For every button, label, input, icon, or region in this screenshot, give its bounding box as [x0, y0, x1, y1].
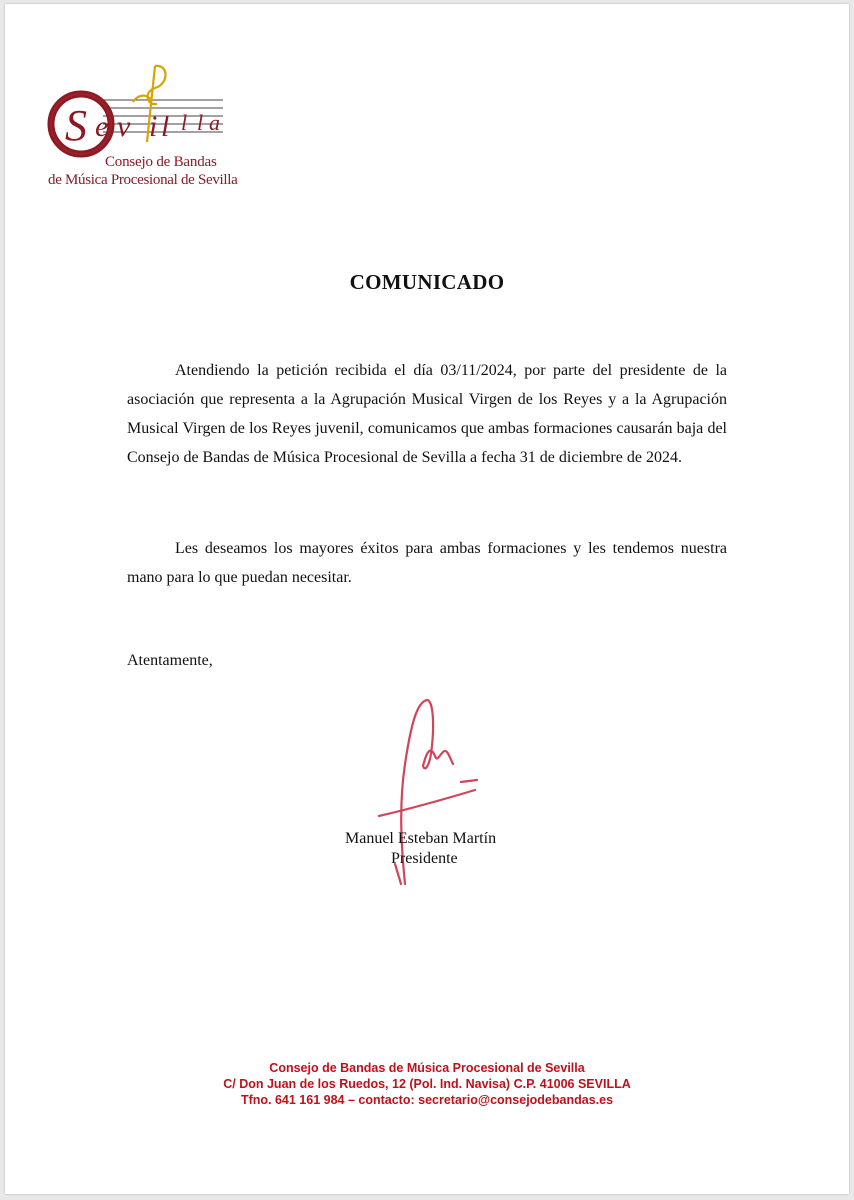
footer-address: C/ Don Juan de los Ruedos, 12 (Pol. Ind. Navisa) C.P. 41006 SEVILLA [223, 1077, 631, 1091]
svg-text:l: l [197, 110, 204, 135]
svg-text:i: i [149, 110, 158, 143]
body-paragraph-2-text: Les deseamos los mayores éxitos para ambas formaciones y les tendemos nuestra mano para lo que puedan necesitar. [127, 540, 727, 586]
body-paragraph-1 [127, 356, 727, 472]
footer-contact: Tfno. 641 161 984 – contacto: secretario@consejodebandas.es [240, 1093, 614, 1107]
organization-logo [43, 62, 238, 194]
logo-emblem [43, 62, 233, 158]
closing-salutation: Atentamente, [127, 652, 213, 669]
svg-text:l: l [181, 110, 188, 135]
svg-text:S: S [65, 101, 87, 150]
logo-text-line2: de Música Procesional de Sevilla [48, 172, 238, 188]
letterhead-footer [5, 1060, 849, 1108]
footer-organization: Consejo de Bandas de Música Procesional de Sevilla [269, 1061, 585, 1075]
letter-page [5, 4, 849, 1194]
svg-text:a: a [209, 110, 220, 135]
document-title: COMUNICADO [349, 270, 505, 294]
signatory-name: Manuel Esteban Martín [345, 830, 497, 847]
svg-text:v: v [117, 110, 131, 143]
logo-text-line1: Consejo de Bandas [105, 154, 217, 170]
svg-text:e: e [95, 110, 109, 143]
signatory-role: Presidente [391, 850, 458, 867]
body-paragraph-1-text: Atendiendo la petición recibida el día 03/11/2024, por parte del presidente de la asociación que representa a la Agrupación Musical Virgen de los Reyes y a la Agrupación Musical Virgen de los Reyes juvenil, comunicamos que ambas formaciones causarán baja del Consejo de Bandas de Música Procesional de Sevilla a fecha 31 de diciembre de 2024. [127, 362, 727, 466]
body-paragraph-2 [127, 534, 727, 592]
svg-text:l: l [161, 110, 170, 143]
